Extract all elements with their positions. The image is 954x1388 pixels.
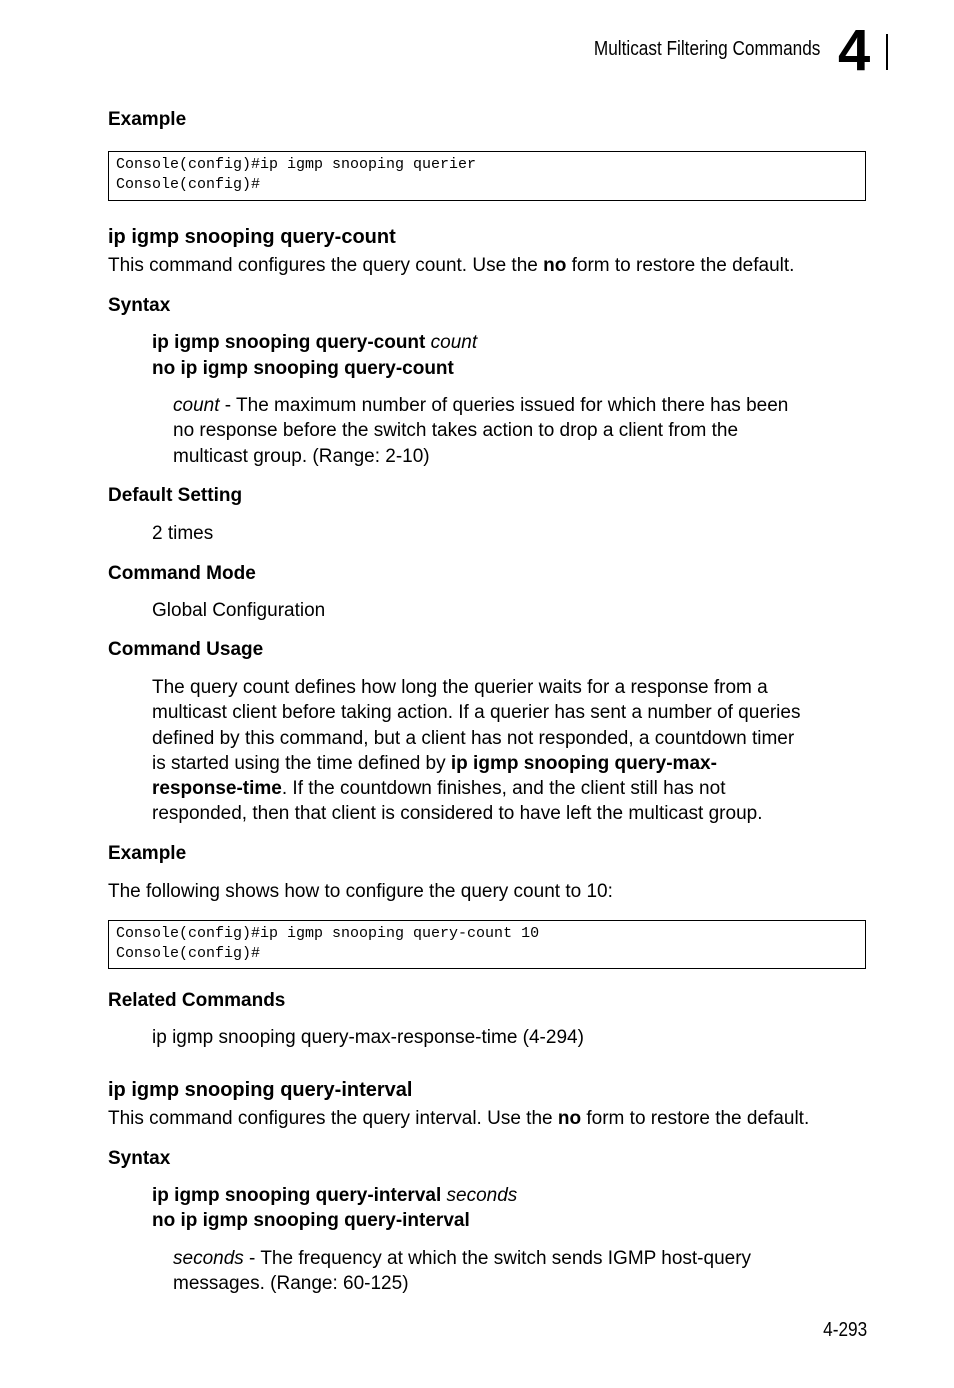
command-intro: This command configures the query count. Use the no form to restore the default. xyxy=(108,255,795,276)
code-block xyxy=(108,920,866,969)
syntax-command: ip igmp snooping query-count count xyxy=(152,332,478,353)
code-block xyxy=(108,151,866,201)
command-usage-heading: Command Usage xyxy=(108,639,264,660)
syntax-no-command: no ip igmp snooping query-count xyxy=(152,358,454,379)
command-title: ip igmp snooping query-count xyxy=(108,226,396,248)
command-intro: This command configures the query interval. Use the no form to restore the default. xyxy=(108,1108,810,1129)
command-title: ip igmp snooping query-interval xyxy=(108,1079,413,1101)
code-line: Console(config)#ip igmp snooping query-count 10 xyxy=(116,925,540,942)
code-line: Console(config)# xyxy=(116,175,261,193)
code-line: Console(config)# xyxy=(116,944,261,962)
chapter-divider xyxy=(886,34,888,70)
parameter-description: seconds - The frequency at which the switch sends IGMP host-query messages. (Range: 60-125) xyxy=(173,1248,752,1295)
command-usage-text: The query count defines how long the querier waits for a response from a multicast client before taking action. If a querier has sent a number of queries defined by this command, but a client has not responded, a countdown timer is started using the time defined by ip igmp snooping query-max- response-time. If the countdown finishes, and the client still has not responded, then that client is considered to have left the multicast group. xyxy=(152,677,801,825)
running-header-title: Multicast Filtering Commands xyxy=(593,38,820,60)
page-number: 4-293 xyxy=(823,1319,867,1341)
chapter-number: 4 xyxy=(838,18,871,83)
code-line: Console(config)#ip igmp snooping querier xyxy=(116,156,477,173)
syntax-heading: Syntax xyxy=(108,1148,171,1169)
parameter-description: count - The maximum number of queries issued for which there has been no response before the switch takes action to drop a client from the multicast group. (Range: 2-10) xyxy=(173,395,789,467)
command-mode-heading: Command Mode xyxy=(108,563,256,584)
example-intro: The following shows how to configure the query count to 10: xyxy=(108,881,613,902)
syntax-no-command: no ip igmp snooping query-interval xyxy=(152,1210,470,1231)
command-mode-value: Global Configuration xyxy=(152,600,326,621)
example-heading: Example xyxy=(108,109,187,130)
related-commands-heading: Related Commands xyxy=(108,990,286,1011)
syntax-heading: Syntax xyxy=(108,295,171,316)
default-setting-heading: Default Setting xyxy=(108,485,243,506)
default-setting-value: 2 times xyxy=(152,523,214,544)
example-heading: Example xyxy=(108,843,187,864)
syntax-command: ip igmp snooping query-interval seconds xyxy=(152,1185,518,1206)
related-command-link[interactable]: ip igmp snooping query-max-response-time (4-294) xyxy=(152,1027,584,1048)
